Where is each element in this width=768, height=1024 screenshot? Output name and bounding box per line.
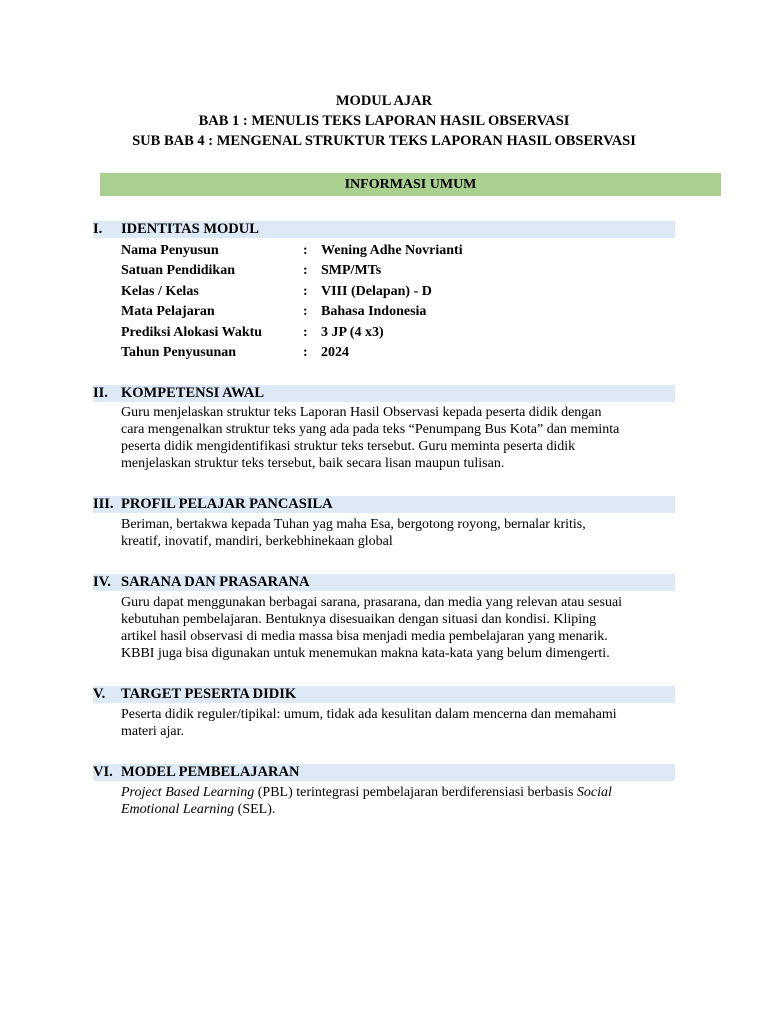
identitas-colon: : <box>303 263 308 279</box>
paragraph-line: Guru dapat menggunakan berbagai sarana, prasarana, dan media yang relevan atau sesuai <box>121 595 623 610</box>
identitas-value: 3 JP (4 x3) <box>321 324 384 340</box>
title-sub-bab: SUB BAB 4 : MENGENAL STRUKTUR TEKS LAPORAN HASIL OBSERVASI <box>132 133 636 149</box>
section-heading-identitas <box>93 221 675 238</box>
section-title: MODEL PEMBELAJARAN <box>121 764 300 780</box>
title-bab: BAB 1 : MENULIS TEKS LAPORAN HASIL OBSERVASI <box>198 113 570 129</box>
section-title: KOMPETENSI AWAL <box>121 385 265 401</box>
section-number: V. <box>93 686 106 702</box>
paragraph-text: (PBL) terintegrasi pembelajaran berdiferensiasi berbasis <box>254 785 577 800</box>
section-number: IV. <box>93 574 111 590</box>
profil-paragraph <box>121 516 677 550</box>
paragraph-line: kreatif, inovatif, mandiri, berkebhinekaan global <box>121 534 393 549</box>
paragraph-text: (SEL). <box>234 802 276 817</box>
identitas-label: Mata Pelajaran <box>121 304 215 320</box>
section-number: II. <box>93 385 108 401</box>
paragraph-line: kebutuhan pembelajaran. Bentuknya disesuaikan dengan situasi dan kondisi. Kliping <box>121 612 597 627</box>
paragraph-line: cara mengenalkan struktur teks yang ada pada teks “Penumpang Bus Kota” dan meminta <box>121 422 620 437</box>
section-title: IDENTITAS MODUL <box>121 221 259 237</box>
section-title: SARANA DAN PRASARANA <box>121 574 310 590</box>
identitas-label: Kelas / Kelas <box>121 283 199 299</box>
paragraph-line: Guru menjelaskan struktur teks Laporan Hasil Observasi kepada peserta didik dengan <box>121 405 602 420</box>
identitas-colon: : <box>303 283 308 299</box>
section-heading-sarana <box>93 574 675 591</box>
identitas-colon: : <box>303 344 308 360</box>
paragraph-line: materi ajar. <box>121 724 184 739</box>
paragraph-line <box>121 801 677 818</box>
identitas-label: Tahun Penyusunan <box>121 344 237 360</box>
document-title-block <box>0 91 768 151</box>
paragraph-line: artikel hasil observasi di media massa bisa menjadi media pembelajaran yang menarik. <box>121 629 608 644</box>
identitas-label: Nama Penyusun <box>121 243 219 258</box>
identitas-colon: : <box>303 243 308 258</box>
identitas-value: Bahasa Indonesia <box>321 304 427 320</box>
target-paragraph <box>121 706 677 740</box>
section-heading-kompetensi <box>93 385 675 402</box>
paragraph-line: Peserta didik reguler/tipikal: umum, tidak ada kesulitan dalam mencerna dan memahami <box>121 707 617 722</box>
italic-term-pbl: Project Based Learning <box>121 785 255 800</box>
model-paragraph <box>121 784 677 818</box>
section-heading-profil <box>93 496 675 513</box>
identitas-value: Wening Adhe Novrianti <box>321 243 463 258</box>
informasi-umum-banner: INFORMASI UMUM <box>100 173 721 196</box>
paragraph-line: Beriman, bertakwa kepada Tuhan yag maha Esa, bergotong royong, bernalar kritis, <box>121 517 586 532</box>
paragraph-line: KBBI juga bisa digunakan untuk menemukan makna kata-kata yang belum dimengerti. <box>121 646 610 661</box>
title-modul-ajar: MODUL AJAR <box>335 93 433 109</box>
section-title: TARGET PESERTA DIDIK <box>121 686 297 702</box>
kompetensi-paragraph <box>121 404 677 472</box>
identitas-value: 2024 <box>321 344 349 360</box>
italic-term-social: Social <box>576 785 612 800</box>
identitas-label: Satuan Pendidikan <box>121 263 235 279</box>
section-number: III. <box>93 496 114 512</box>
identitas-label: Prediksi Alokasi Waktu <box>121 324 263 340</box>
identitas-value: VIII (Delapan) - D <box>321 283 432 299</box>
paragraph-line <box>121 784 677 801</box>
identitas-colon: : <box>303 304 308 320</box>
paragraph-line: peserta didik mengidentifikasi struktur teks tersebut. Guru meminta peserta didik <box>121 439 576 454</box>
section-title: PROFIL PELAJAR PANCASILA <box>121 496 333 512</box>
section-number: VI. <box>93 764 113 780</box>
identitas-colon: : <box>303 324 308 340</box>
sarana-paragraph <box>121 594 677 662</box>
section-number: I. <box>93 221 103 237</box>
identitas-value: SMP/MTs <box>321 263 382 279</box>
section-heading-model <box>93 764 675 781</box>
section-heading-target <box>93 686 675 703</box>
paragraph-line: menjelaskan struktur teks tersebut, baik secara lisan maupun tulisan. <box>121 456 505 471</box>
italic-term-sel: Emotional Learning <box>121 802 235 817</box>
